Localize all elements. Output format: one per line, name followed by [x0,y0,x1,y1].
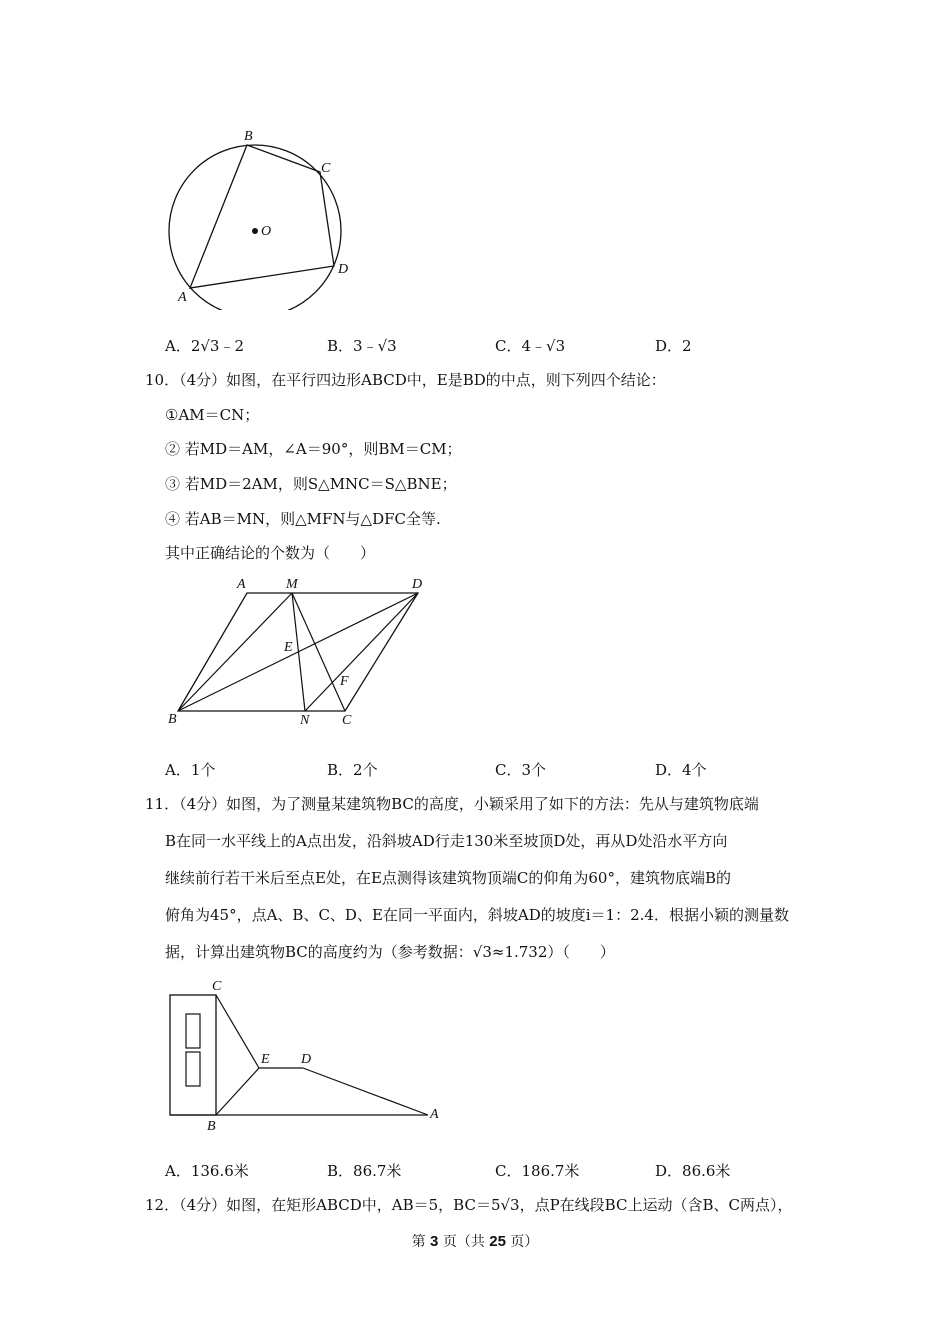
label-b: B [207,1119,216,1134]
label-c: C [342,713,352,728]
label-a: A [178,290,187,305]
q10-item-3: ③ 若MD＝2AM，则S△MNC＝S△BNE； [165,475,457,493]
q11-option-a[interactable]: A．136.6米 [165,1162,249,1180]
segment-nd [305,593,418,711]
footer-prefix: 第 [411,1234,431,1250]
q11-line-2: B在同一水平线上的A点出发，沿斜坡AD行走130米至坡顶D处，再从D处沿水平方向 [165,832,728,850]
q11-line-5: 据，计算出建筑物BC的高度约为（参考数据：√3≈1.732）（ ） [165,943,615,961]
q11-line-4: 俯角为45°，点A、B、C、D、E在同一平面内，斜坡AD的坡度i＝1：2.4．根据小颖的测量数 [165,906,789,924]
footer-suffix: 页） [505,1234,539,1250]
q10-item-4: ④ 若AB＝MN，则△MFN与△DFC全等. [165,510,441,528]
label-e: E [284,640,293,655]
segment-bm [178,593,292,711]
footer-page-number: 3 [430,1233,439,1250]
q9-option-c[interactable]: C．4﹣√3 [495,337,566,355]
q10-option-c[interactable]: C．3个 [495,761,547,779]
window-upper [186,1014,200,1048]
q11-figure [160,975,450,1140]
label-o: O [261,224,272,239]
q10-option-a[interactable]: A．1个 [165,761,216,779]
segment-mn [292,593,305,711]
sight-ec [216,995,259,1068]
label-a: A [430,1107,439,1122]
q11-line-1: 11．（4分）如图，为了测量某建筑物BC的高度，小颖采用了如下的方法：先从与建筑物底端 [145,795,759,813]
q12-line-1: 12．（4分）如图，在矩形ABCD中，AB＝5，BC＝5√3，点P在线段BC上运动（含B、C两点）， [145,1196,793,1214]
label-n: N [300,713,310,728]
label-f: F [340,674,349,689]
slope-da [303,1068,428,1115]
label-b: B [244,129,253,144]
label-d: D [301,1052,312,1067]
q11-option-d[interactable]: D．86.6米 [655,1162,731,1180]
window-lower [186,1052,200,1086]
footer-total-pages: 25 [489,1233,506,1250]
q9-option-d[interactable]: D．2 [655,337,692,355]
segment-mc [292,593,345,711]
q11-option-c[interactable]: C．186.7米 [495,1162,580,1180]
center-point [252,228,258,234]
q10-option-b[interactable]: B．2个 [327,761,378,779]
q10-item-2: ② 若MD＝AM，∠A＝90°，则BM＝CM； [165,440,462,458]
q10-question: 其中正确结论的个数为（ ） [165,544,376,562]
building-bc [170,995,216,1115]
q11-line-3: 继续前行若干米后至点E处，在E点测得该建筑物顶端C的仰角为60°，建筑物底端B的 [165,869,731,887]
label-b: B [168,712,177,727]
label-a: A [237,577,246,592]
q10-option-d[interactable]: D．4个 [655,761,707,779]
q11-option-b[interactable]: B．86.7米 [327,1162,402,1180]
label-d: D [338,262,349,277]
q10-figure [160,570,440,735]
footer-mid: 页（共 [438,1234,490,1250]
q10-item-1: ①AM＝CN； [165,406,260,424]
q9-option-a[interactable]: A．2√3﹣2 [165,337,245,355]
q9-option-b[interactable]: B．3﹣√3 [327,337,397,355]
q9-figure [160,120,370,310]
label-c: C [212,979,222,994]
label-m: M [286,577,298,592]
page-footer [0,1231,950,1251]
label-c: C [321,161,331,176]
sight-eb [216,1068,259,1115]
q10-stem: 10．（4分）如图，在平行四边形ABCD中，E是BD的中点，则下列四个结论： [145,371,666,389]
label-e: E [261,1052,270,1067]
label-d: D [412,577,423,592]
